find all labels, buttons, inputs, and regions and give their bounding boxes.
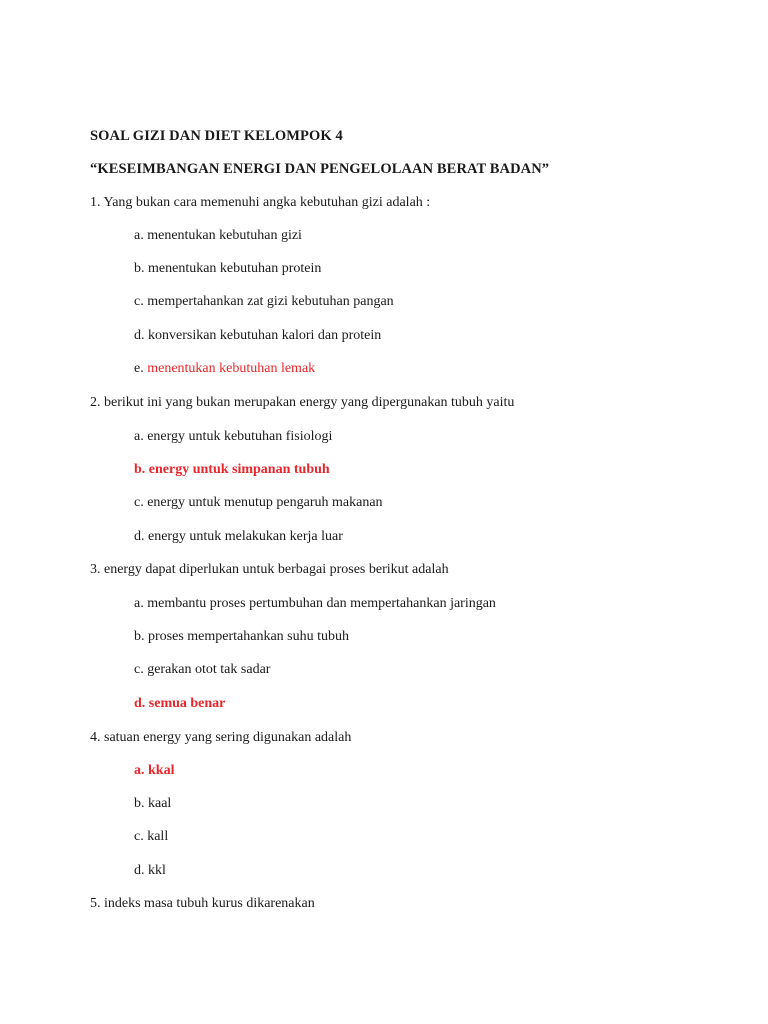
question-4-option-c: c. kall — [134, 829, 169, 844]
question-3-option-c: c. gerakan otot tak sadar — [134, 662, 271, 677]
document-subtitle: “KESEIMBANGAN ENERGI DAN PENGELOLAAN BERAT BADAN” — [90, 161, 550, 177]
question-3-option-d-correct: d. semua benar — [134, 696, 226, 711]
question-3: 3. energy dapat diperlukan untuk berbagai proses berikut adalah — [90, 562, 449, 577]
question-4-option-d: d. kkl — [134, 863, 166, 878]
question-4-option-b: b. kaal — [134, 796, 172, 811]
option-e-prefix: e. — [134, 361, 148, 376]
question-3-option-a: a. membantu proses pertumbuhan dan mempertahankan jaringan — [134, 596, 496, 611]
document-title: SOAL GIZI DAN DIET KELOMPOK 4 — [90, 128, 343, 144]
question-1: 1. Yang bukan cara memenuhi angka kebutuhan gizi adalah : — [90, 195, 431, 210]
question-1-option-b: b. menentukan kebutuhan protein — [134, 261, 322, 276]
question-1-option-c: c. mempertahankan zat gizi kebutuhan pangan — [134, 294, 394, 309]
question-5: 5. indeks masa tubuh kurus dikarenakan — [90, 896, 315, 911]
correct-answer: menentukan kebutuhan lemak — [147, 361, 316, 376]
question-1-option-a: a. menentukan kebutuhan gizi — [134, 228, 302, 243]
question-4-option-a-correct: a. kkal — [134, 763, 175, 778]
question-4: 4. satuan energy yang sering digunakan adalah — [90, 730, 352, 745]
question-2: 2. berikut ini yang bukan merupakan energy yang dipergunakan tubuh yaitu — [90, 395, 515, 410]
question-3-option-b: b. proses mempertahankan suhu tubuh — [134, 629, 350, 644]
question-2-option-b-correct: b. energy untuk simpanan tubuh — [134, 462, 330, 477]
question-1-option-e — [134, 360, 315, 378]
question-2-option-d: d. energy untuk melakukan kerja luar — [134, 529, 343, 544]
question-1-option-d: d. konversikan kebutuhan kalori dan protein — [134, 328, 382, 343]
question-2-option-a: a. energy untuk kebutuhan fisiologi — [134, 429, 333, 444]
question-2-option-c: c. energy untuk menutup pengaruh makanan — [134, 495, 383, 510]
